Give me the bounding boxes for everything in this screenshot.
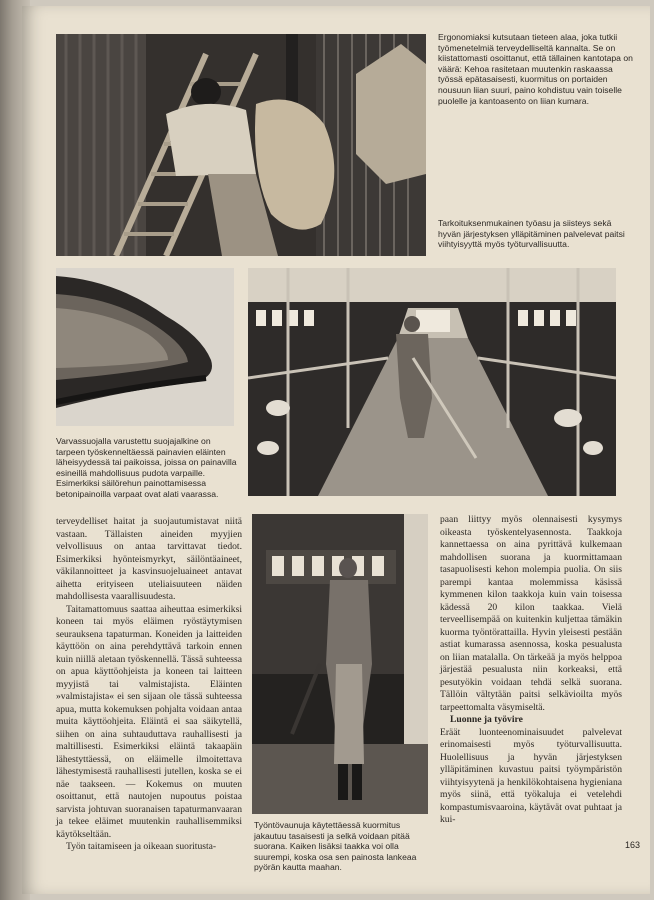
caption-ergonomics: Ergonomiaksi kutsutaan tieteen alaa, joka tutkii työmenetelmiä terveydelliseltä kannalta. Se on kiistattomasti osoittanut, että tällainen kantotapa on väärä: Kehoa rasitetaan muutenkin raskaassa työssä epätasaisesti, kuormitus on portaiden nousuun liian suuri, paino kohdistuu vain toiselle puolelle ja kantoasento on liian kumara. (438, 32, 633, 106)
section-heading: Luonne ja työvire (450, 714, 523, 725)
wheelbarrow-photo (252, 514, 428, 814)
safety-boot-photo (56, 268, 234, 426)
page-number: 163 (625, 840, 641, 850)
sack-carrying-photo (56, 34, 426, 256)
barn-sweeping-photo (248, 268, 616, 496)
sack-carrying-illustration (56, 34, 426, 256)
barn-sweeping-illustration (248, 268, 616, 496)
caption-safety-boot: Varvassuojalla varustettu suojajalkine on tarpeen työskenneltäessä painavien eläinten läheisyydessä tai paikoissa, joissa on painavilla esineillä mahdollisuus pudota varpaille. Esimerkiksi säilörehun painottamisessa betonipainoilla varpaat ovat alati vaarassa. (56, 436, 237, 499)
caption-wheelbarrow: Työntövaunuja käytettäessä kuormitus jakautuu tasaisesti ja selkä voidaan pitää suorana. Kaiken lisäksi taakka voi olla suurempi, koska osa sen painosta lankeaa pyörän kautta maahan. (254, 820, 417, 873)
paragraph: Taitamattomuus saattaa aiheuttaa esimerkiksi koneen tai myös eläimen ryöstäytymisen seurauksena tapaturman. Koneiden ja laitteiden käyttöön on aina perehdyttävä tarkoin ennen kuin niillä aletaan työskennellä. Tässä suhteessa on apua käyttöohjeista ja koneen tai laitteen myyjistä tai valmistajista. Eläinten »valmistajista« ei sen sijaan ole tässä suhteessa apua, mutta kokemuksen pohjalta voidaan antaa muita käyttöohjeita. Eläintä ei saa säikytellä, siihen on aina suhtauduttava rauhallisesti ja maltillisesti. Esimerkiksi eläintä takaapäin lähestyttäessä, on eläimelle ilmoitettava lähestymisestä rauhallisesti jutellen, koska se ei näe taakseen. — Kokemus on muuten osoittanut, että nautojen nupoutus poistaa sarvista johtuvan suoranaisen tapaturmanvaaran ja tekee eläimet muutenkin rauhallisemmiksi käytökseltään. (56, 603, 242, 840)
magazine-page (22, 6, 650, 894)
article-column-left (56, 516, 242, 854)
caption-work-clothing: Tarkoituksenmukainen työasu ja siisteys sekä hyvän järjestyksen ylläpitäminen palvelevat paitsi viihtyisyyttä myös työturvallisuutta. (438, 218, 625, 250)
paragraph: terveydelliset haitat ja suojautumistavat niitä vastaan. Tällaisten aineiden myyjien velvollisuus on antaa tarvittavat tiedot. Esimerkiksi hyönteismyrkyt, säilöntäaineet, väkilannoitteet ja kasvinsuojeluaineet antavat aihetta erityiseen uteliaisuuteen näiden mahdollisesta vaarallisuudesta. (56, 516, 242, 602)
paragraph: paan liittyy myös olennaisesti kysymys oikeasta työskentelyasennosta. Taakkoja kannettaessa on aina pyrittävä kulkemaan mahdollisen suorana ja kuormittamaan tasapuolisesti kehon molempia puolia. On siis parempi kantaa molemmissa käsissä kymmenen kilon taakkoja kuin vain toisessa kädessä 20 kilon taakkaa. Vielä terveellisempää on kuitenkin kuljettaa tämäkin kuorma työntörattailla. Hyvin yleisesti pestään astiat kumarassa asennossa, koska pesualusta on liian matalalla. On tärkeää ja myös helppoa järjestää pesualusta niin korkeaksi, että pesutyökin voidaan tehdä selkä suorana. Tällöin vältytään paitsi selkävioilta myös tarpeettomalta väsymiseltä. (440, 514, 622, 713)
wheelbarrow-illustration (252, 514, 428, 814)
safety-boot-illustration (56, 268, 234, 426)
paragraph: Eräät luonteenominaisuudet palvelevat erinomaisesti myös työturvallisuutta. Huolellisuus ja hyvän järjestyksen ylläpitäminen kuvastuu paitsi työympäristön viihtyisyytenä ja henkilökohtaisena hygieniana myös siinä, että työkaluja ei vetelehdi kompastumisvaaroina, käytävät ovat puhtaat ja kui- (440, 726, 622, 825)
article-column-right (440, 514, 622, 827)
paragraph: Työn taitamiseen ja oikeaan suoritusta- (66, 841, 217, 852)
